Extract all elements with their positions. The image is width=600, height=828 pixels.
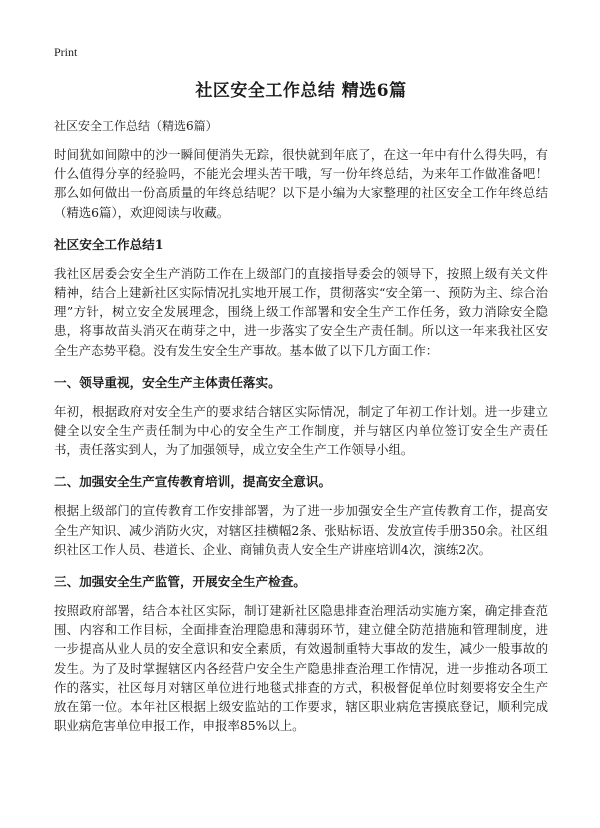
part-heading: 社区安全工作总结1 <box>54 236 164 252</box>
document-page <box>54 78 548 735</box>
print-link[interactable]: Print <box>54 45 78 59</box>
document-subtitle: 社区安全工作总结（精选6篇） <box>54 119 218 133</box>
section-paragraph-2: 根据上级部门的宣传教育工作安排部署，为了进一步加强安全生产宣传教育工作，提高安全生产知识、减少消防火灾，对辖区挂横幅2条、张贴标语、发放宣传手册350余。社区组织社区工作人员、巷道长、企业、商铺负责人安全生产讲座培训4次，演练2次。 <box>54 503 548 557</box>
intro-paragraph: 时间犹如间隙中的沙一瞬间便消失无踪，很快就到年底了，在这一年中有什么得失吗，有什么值得分享的经验吗，不能光会埋头苦干哦，写一份年终总结，为来年工作做准备吧！那么如何做出一份高质量的年终总结呢？以下是小编为大家整理的社区安全工作年终总结（精选6篇），欢迎阅读与收藏。 <box>54 147 548 220</box>
section-paragraph-1: 年初，根据政府对安全生产的要求结合辖区实际情况，制定了年初工作计划。进一步建立健全以安全生产责任制为中心的安全生产工作制度，并与辖区内单位签订安全生产责任书，责任落实到人，为了加强领导，成立安全生产工作领导小组。 <box>54 403 548 458</box>
section-heading-1: 一、领导重视，安全生产主体责任落实。 <box>54 374 281 390</box>
document-title: 社区安全工作总结 精选6篇 <box>195 81 407 101</box>
part-paragraph: 我社区居委会安全生产消防工作在上级部门的直接指导委会的领导下，按照上级有关文件精神，结合上建新社区实际情况扎实地开展工作，贯彻落实“安全第一、预防为主、综合治理”方针，树立安全发展理念，围绕上级工作部署和安全生产工作任务，致力消除安全隐患，将事故苗头消灭在萌芽之中，进一步落实了安全生产责任制。所以这一年来我社区安全生产态势平稳。没有发生安全生产事故。基本做了以下几方面工作： <box>54 265 548 358</box>
section-paragraph-3: 按照政府部署，结合本社区实际，制订建新社区隐患排查治理活动实施方案，确定排查范围、内容和工作目标，全面排查治理隐患和薄弱环节，建立健全防范措施和管理制度，进一步提高从业人员的安全意识和安全素质，有效遏制重特大事故的发生，减少一般事故的发生。为了及时掌握辖区内各经营户安全生产隐患排查治理工作情况，进一步推动各项工作的落实，社区每月对辖区单位进行地毯式排查的方式，积极督促单位时刻要将安全生产放在第一位。本年社区根据上级安监站的工作要求，辖区职业病危害摸底登记，顺利完成职业病危害单位申报工作，申报率85%以上。 <box>54 603 548 734</box>
section-heading-3: 三、加强安全生产监管，开展安全生产检查。 <box>54 574 306 590</box>
section-heading-2: 二、加强安全生产宣传教育培训，提高安全意识。 <box>54 474 332 490</box>
